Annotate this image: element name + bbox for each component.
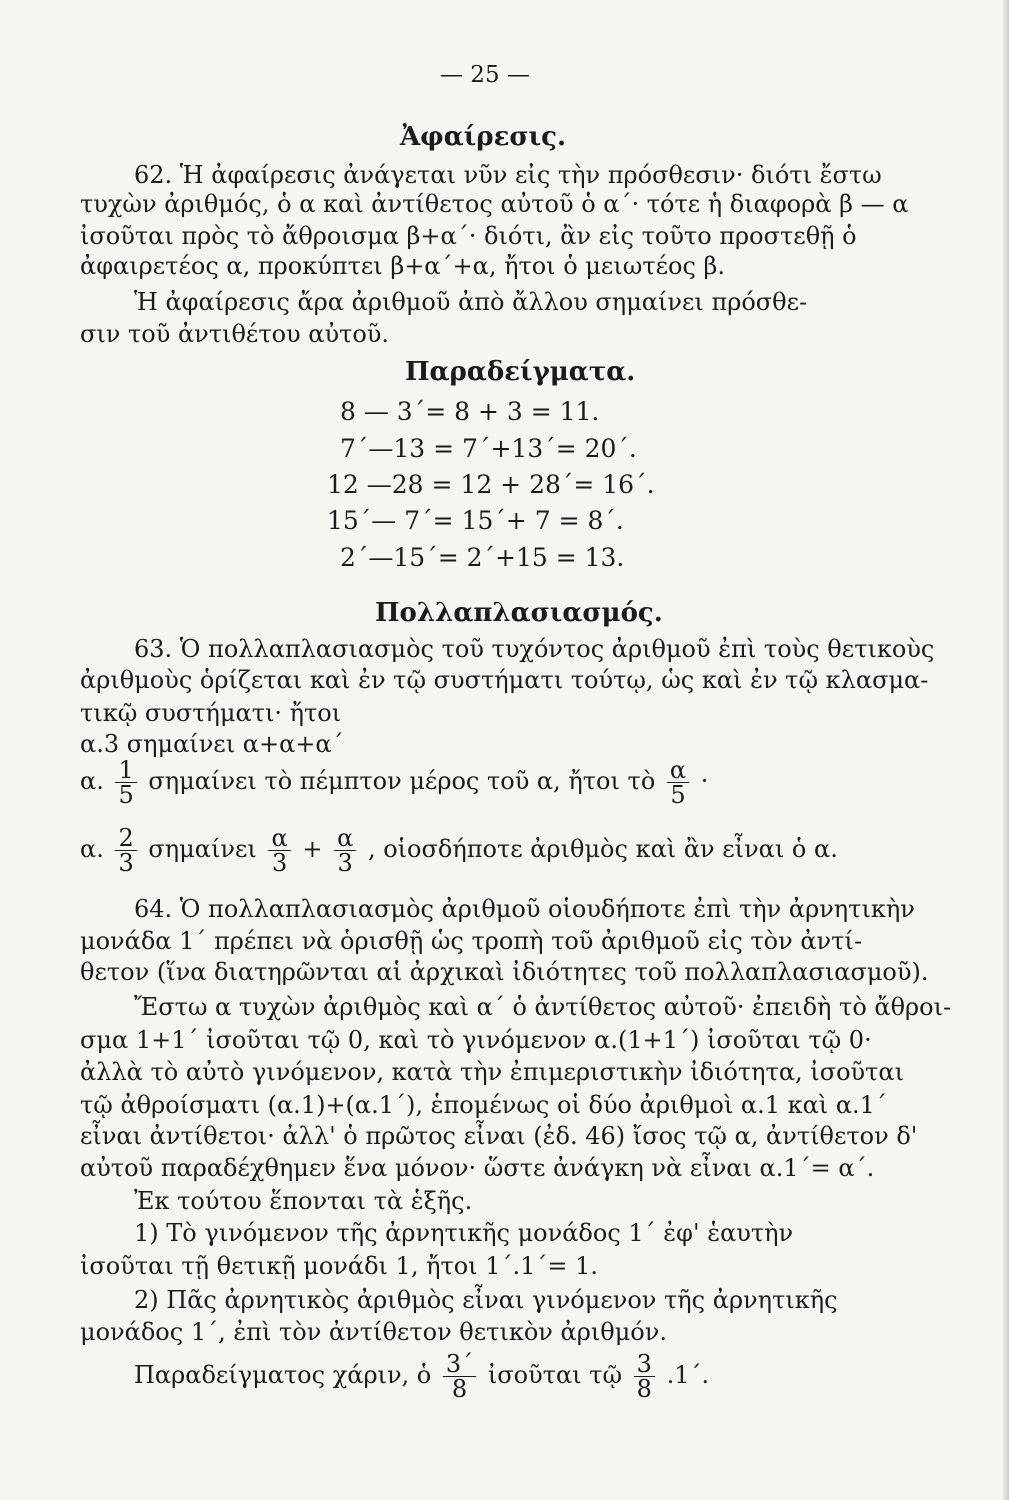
fraction-two-thirds bbox=[115, 826, 136, 875]
para62-line: Ἡ ἀφαίρεσις ἄρα ἀριθμοῦ ἀπὸ ἄλλου σημαίνει πρόσθε- bbox=[134, 288, 808, 316]
plus-sign: + bbox=[302, 835, 323, 863]
fraction-denominator: 3 bbox=[337, 849, 353, 877]
para62-line: σιν τοῦ ἀντιθέτου αὐτοῦ. bbox=[80, 320, 390, 348]
equation: 7΄—13 = 7΄+13΄= 20΄. bbox=[340, 434, 637, 463]
fraction-numerator: α bbox=[667, 758, 689, 783]
fraction-numerator: α bbox=[268, 826, 290, 851]
example-prefix: α. bbox=[80, 835, 104, 863]
fraction-denominator: 5 bbox=[118, 781, 134, 809]
page-edge bbox=[1003, 0, 1009, 1500]
para62-line: ἰσοῦται πρὸς τὸ ἄθροισμα β+α΄· διότι, ἂν εἰς τοῦτο προστεθῇ ὁ bbox=[80, 222, 857, 250]
final-text: Παραδείγματος χάριν, ὁ bbox=[134, 1361, 432, 1389]
example-line-1: α.3 σημαίνει α+α+α΄ bbox=[80, 730, 344, 758]
equation: 12 —28 = 12 + 28΄= 16΄. bbox=[327, 470, 655, 499]
para63-line: ἀριθμοὺς ὁρίζεται καὶ ἐν τῷ συστήματι τούτῳ, ὡς καὶ ἐν τῷ κλασμα- bbox=[80, 666, 929, 694]
para62-line: 62. Ἡ ἀφαίρεσις ἀνάγεται νῦν εἰς τὴν πρόσθεσιν· διότι ἔστω bbox=[134, 161, 882, 189]
fraction-denominator: 3 bbox=[271, 849, 288, 877]
fraction-denominator: 8 bbox=[451, 1375, 468, 1403]
example-end: · bbox=[700, 767, 709, 795]
fraction-three-prime-eighths bbox=[443, 1352, 476, 1401]
para64-line: ἰσοῦται τῇ θετικῇ μονάδι 1, ἤτοι 1΄.1΄= 1. bbox=[80, 1252, 599, 1280]
heading-examples: Παραδείγματα. bbox=[405, 357, 636, 387]
para64-line: μονάδος 1΄, ἐπὶ τὸν ἀντίθετον θετικὸν ἀριθμόν. bbox=[80, 1318, 667, 1346]
para63-line: 63. Ὁ πολλαπλασιασμὸς τοῦ τυχόντος ἀριθμοῦ ἐπὶ τοὺς θετικοὺς bbox=[134, 635, 935, 663]
fraction-denominator: 5 bbox=[670, 781, 686, 809]
fraction-numerator: 1 bbox=[115, 758, 136, 783]
fraction-numerator: 3 bbox=[634, 1352, 655, 1377]
para64-line: 64. Ὁ πολλαπλασιασμὸς ἀριθμοῦ οἱουδήποτε ἐπὶ τὴν ἀρνητικὴν bbox=[134, 895, 915, 923]
fraction-numerator: 2 bbox=[115, 826, 136, 851]
example-prefix: α. bbox=[80, 767, 104, 795]
para62-line: τυχὼν ἀριθμός, ὁ α καὶ ἀντίθετος αὐτοῦ ὁ α΄· τότε ἡ διαφορὰ β — α bbox=[80, 190, 909, 218]
para62-line: ἀφαιρετέος α, προκύπτει β+α΄+α, ἤτοι ὁ μειωτέος β. bbox=[80, 252, 726, 280]
example-end: , οἱοσδήποτε ἀριθμὸς καὶ ἂν εἶναι ὁ α. bbox=[367, 835, 838, 863]
para64-line: Ἔστω α τυχὼν ἀριθμὸς καὶ α΄ ὁ ἀντίθετος αὐτοῦ· ἐπειδὴ τὸ ἄθροι- bbox=[134, 993, 952, 1021]
para64-line: αὐτοῦ παραδέχθημεν ἕνα μόνον· ὥστε ἀνάγκη νὰ εἶναι α.1΄= α΄. bbox=[80, 1154, 875, 1182]
final-example-line bbox=[134, 1352, 709, 1401]
example-text: σημαίνει τὸ πέμπτον μέρος τοῦ α, ἤτοι τὸ bbox=[148, 767, 656, 795]
final-end: .1΄. bbox=[666, 1361, 710, 1389]
para64-line: 2) Πᾶς ἀρνητικὸς ἀριθμὸς εἶναι γινόμενον τῆς ἀρνητικῆς bbox=[134, 1286, 838, 1314]
para64-line: εἶναι ἀντίθετοι· ἀλλ' ὁ πρῶτος εἶναι (ἐδ. 46) ἴσος τῷ α, ἀντίθετον δ' bbox=[80, 1122, 918, 1150]
fraction-alpha-third bbox=[334, 826, 356, 875]
equation: 2΄—15΄= 2΄+15 = 13. bbox=[340, 543, 625, 572]
example-line-3 bbox=[80, 826, 838, 875]
fraction-numerator: α bbox=[334, 826, 356, 851]
para64-line: σμα 1+1΄ ἰσοῦται τῷ 0, καὶ τὸ γινόμενον α.(1+1΄) ἰσοῦται τῷ 0· bbox=[80, 1026, 872, 1054]
fraction-three-eighths bbox=[634, 1352, 655, 1401]
para64-line: 1) Τὸ γινόμενον τῆς ἀρνητικῆς μονάδος 1΄ ἐφ' ἑαυτὴν bbox=[134, 1219, 794, 1247]
para64-line: θετον (ἵνα διατηρῶνται αἱ ἀρχικαὶ ἰδιότητες τοῦ πολλαπλασιασμοῦ). bbox=[80, 958, 929, 986]
fraction-one-fifth bbox=[115, 758, 136, 807]
fraction-denominator: 3 bbox=[118, 849, 134, 877]
fraction-alpha-fifth bbox=[667, 758, 689, 807]
para64-line: ἀλλὰ τὸ αὐτὸ γινόμενον, κατὰ τὴν ἐπιμεριστικὴν ἰδιότητα, ἰσοῦται bbox=[80, 1058, 905, 1086]
fraction-alpha-third bbox=[268, 826, 290, 875]
example-text: σημαίνει bbox=[148, 835, 257, 863]
heading-subtraction: Ἀφαίρεσις. bbox=[400, 122, 567, 152]
para64-line: μονάδα 1΄ πρέπει νὰ ὁρισθῇ ὡς τροπὴ τοῦ ἀριθμοῦ εἰς τὸν ἀντί- bbox=[80, 927, 862, 955]
heading-multiplication: Πολλαπλασιασμός. bbox=[375, 598, 663, 628]
fraction-denominator: 8 bbox=[636, 1375, 652, 1403]
para64-line: Ἐκ τούτου ἕπονται τὰ ἑξῆς. bbox=[134, 1187, 473, 1215]
fraction-numerator: 3΄ bbox=[443, 1352, 476, 1377]
final-mid: ἰσοῦται τῷ bbox=[487, 1361, 623, 1389]
equation: 8 — 3΄= 8 + 3 = 11. bbox=[340, 397, 600, 426]
para64-line: τῷ ἀθροίσματι (α.1)+(α.1΄), ἑπομένως οἱ δύο ἀριθμοὶ α.1 καὶ α.1΄ bbox=[80, 1091, 887, 1119]
equation: 15΄— 7΄= 15΄+ 7 = 8΄. bbox=[327, 506, 624, 535]
page-number: — 25 — bbox=[440, 62, 530, 88]
para63-line: τικῷ συστήματι· ἤτοι bbox=[80, 699, 342, 727]
example-line-2 bbox=[80, 758, 708, 807]
